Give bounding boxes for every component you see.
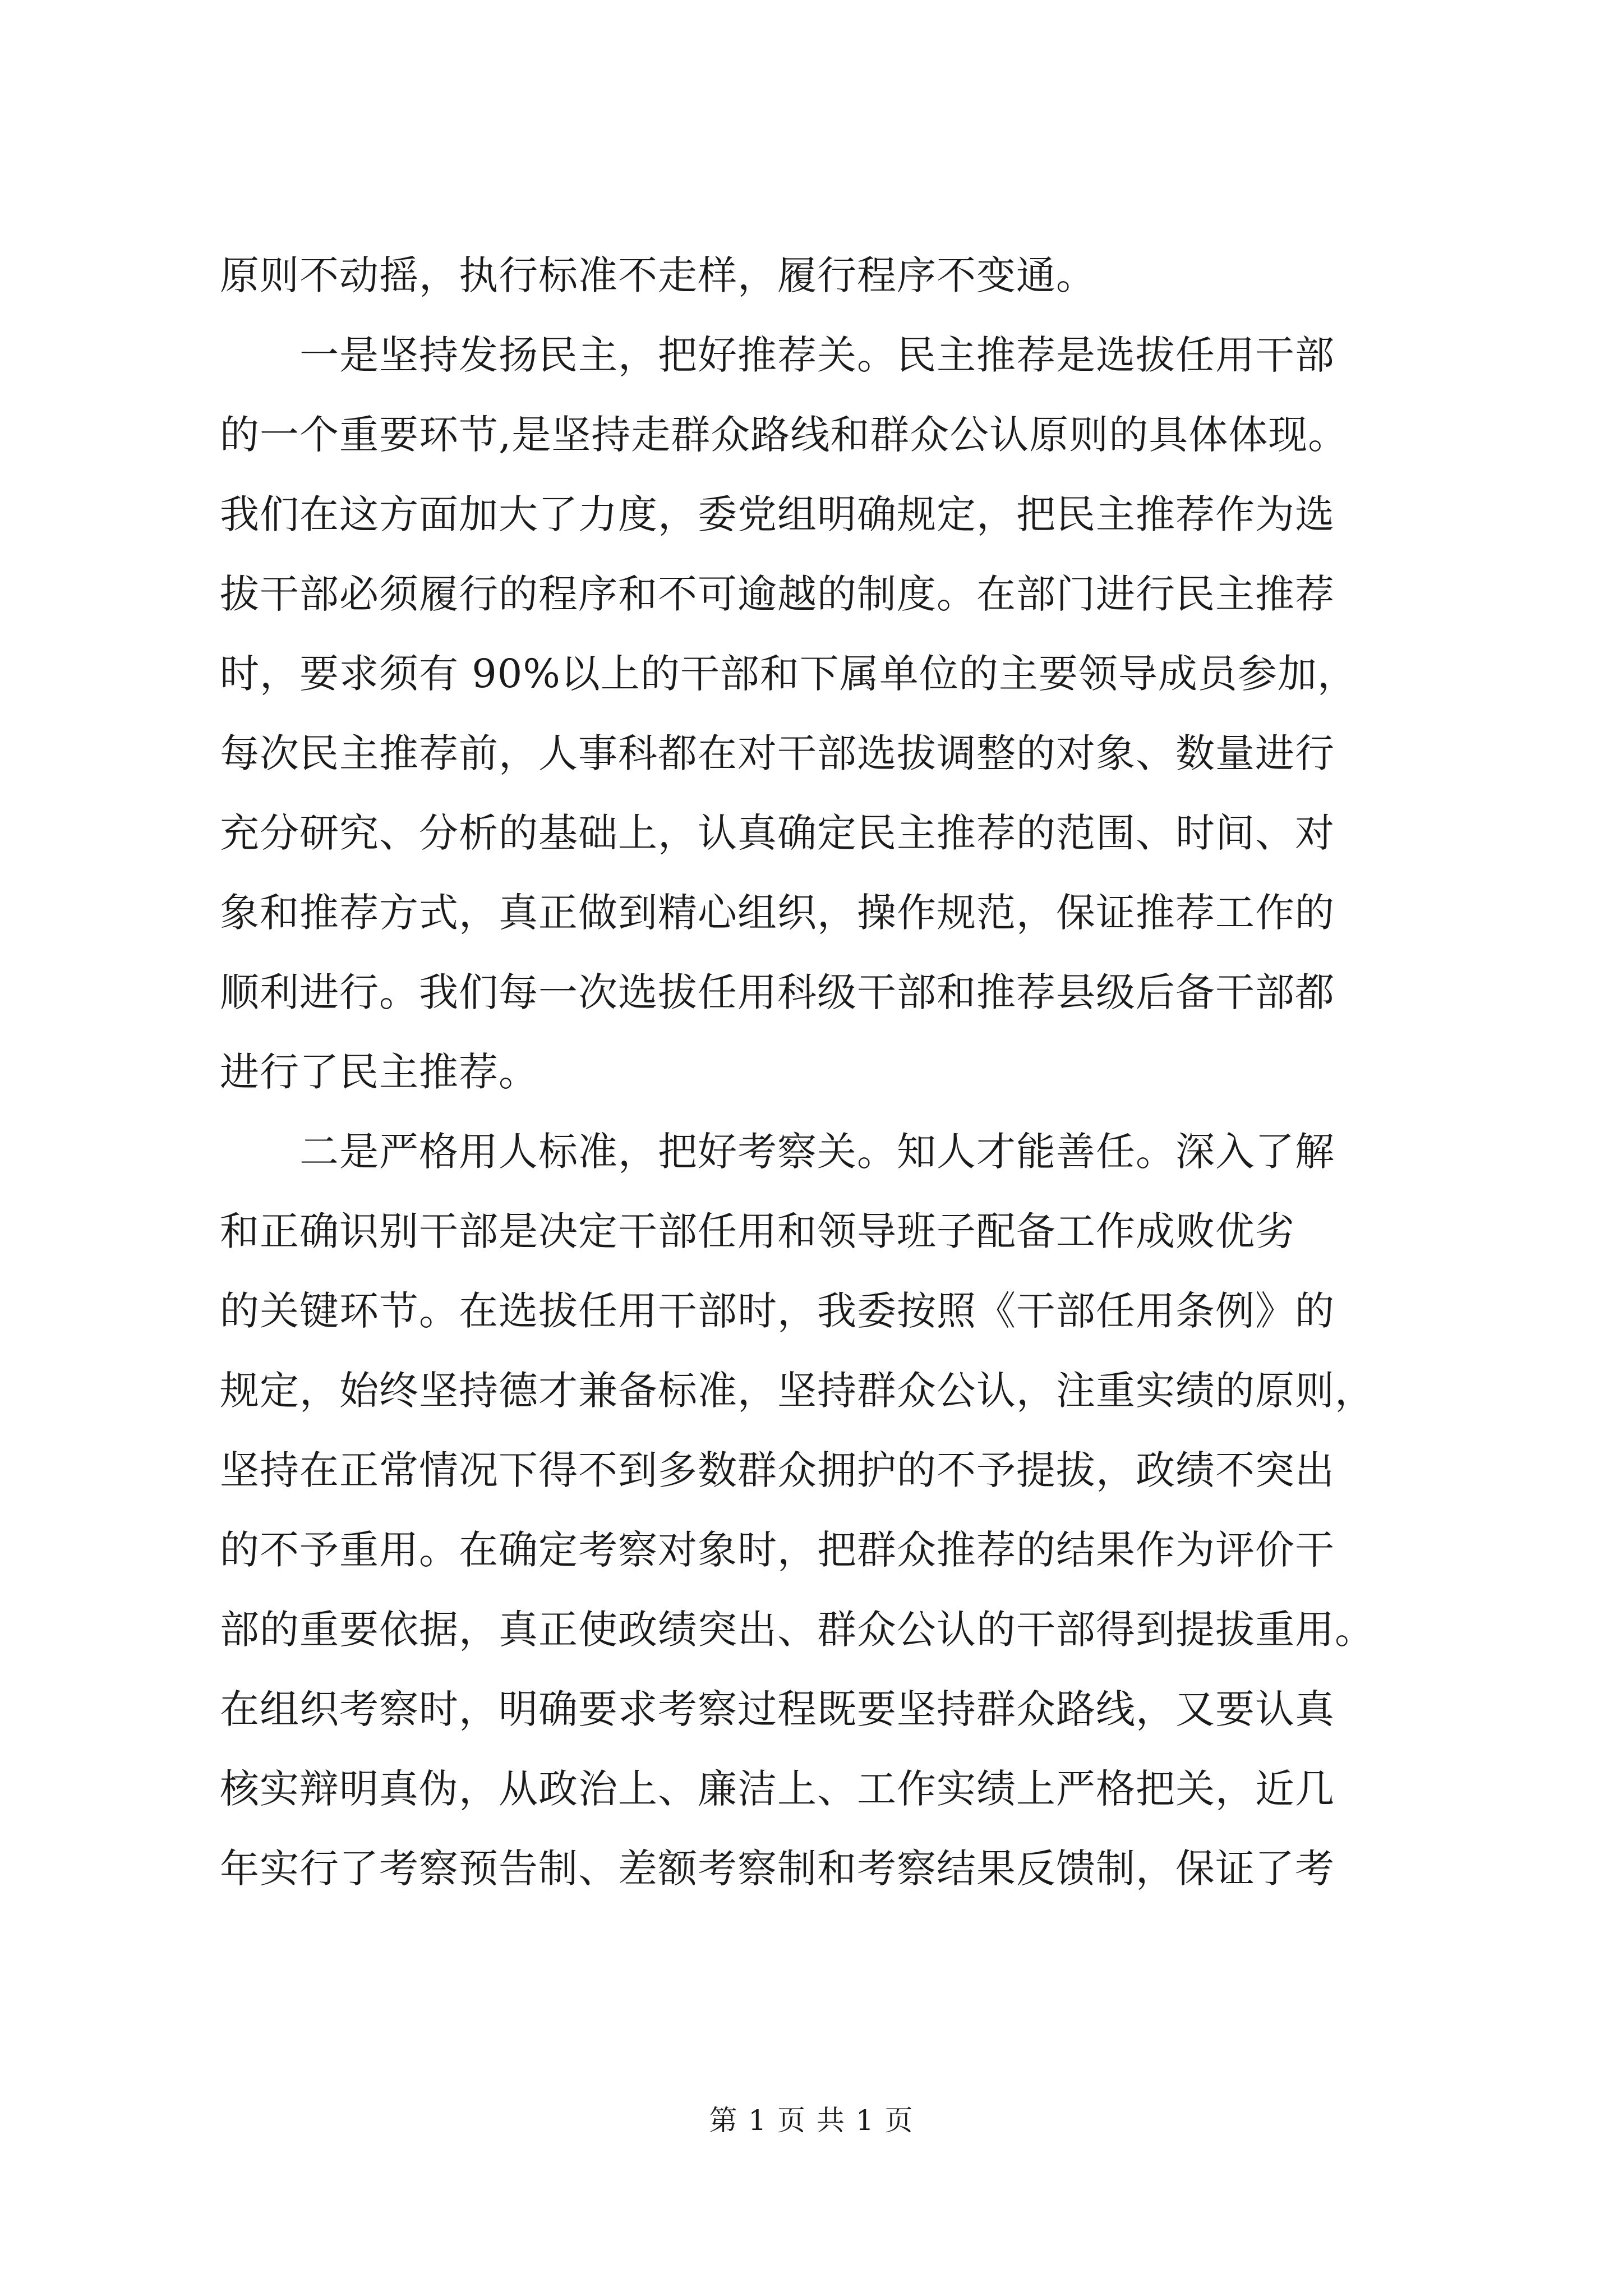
text-line: 在组织考察时，明确要求考察过程既要坚持群众路线，又要认真: [220, 1686, 1335, 1732]
text-line: 核实辩明真伪，从政治上、廉洁上、工作实绩上严格把关，近几: [220, 1766, 1335, 1812]
text-line: 一是坚持发扬民主，把好推荐关。民主推荐是选拔任用干部: [220, 332, 1335, 378]
text-line: 时，要求须有 90%以上的干部和下属单位的主要领导成员参加，: [220, 651, 1357, 697]
text-line: 二是严格用人标准，把好考察关。知人才能善任。深入了解: [220, 1129, 1335, 1175]
text-line: 原则不动摇，执行标准不走样，履行程序不变通。: [220, 252, 1096, 298]
text-line: 坚持在正常情况下得不到多数群众拥护的不予提拔，政绩不突出: [220, 1447, 1335, 1493]
body-text: [220, 236, 1426, 1908]
text-line: 的关键环节。在选拔任用干部时，我委按照《干部任用条例》的: [220, 1288, 1335, 1334]
text-line: 顺利进行。我们每一次选拔任用科级干部和推荐县级后备干部都: [220, 969, 1335, 1015]
text-line: 年实行了考察预告制、差额考察制和考察结果反馈制，保证了考: [220, 1846, 1335, 1892]
text-line: 充分研究、分析的基础上，认真确定民主推荐的范围、时间、对: [220, 810, 1335, 856]
text-line: 进行了民主推荐。: [220, 1049, 538, 1095]
text-line: 规定，始终坚持德才兼备标准，坚持群众公认，注重实绩的原则，: [220, 1368, 1375, 1414]
text-line: 拔干部必须履行的程序和不可逾越的制度。在部门进行民主推荐: [220, 571, 1335, 617]
text-line: 和正确识别干部是决定干部任用和领导班子配备工作成败优劣: [220, 1208, 1295, 1254]
text-line: 我们在这方面加大了力度，委党组明确规定，把民主推荐作为选: [220, 491, 1335, 537]
page-number-footer: 第 1 页 共 1 页: [709, 2104, 914, 2137]
text-line: 象和推荐方式，真正做到精心组织，操作规范，保证推荐工作的: [220, 890, 1335, 936]
text-line: 部的重要依据，真正使政绩突出、群众公认的干部得到提拔重用。: [220, 1607, 1375, 1653]
text-line: 每次民主推荐前，人事科都在对干部选拔调整的对象、数量进行: [220, 730, 1335, 776]
text-line: 的一个重要环节,是坚持走群众路线和群众公认原则的具体体现。: [220, 412, 1348, 458]
text-line: 的不予重用。在确定考察对象时，把群众推荐的结果作为评价干: [220, 1527, 1335, 1573]
